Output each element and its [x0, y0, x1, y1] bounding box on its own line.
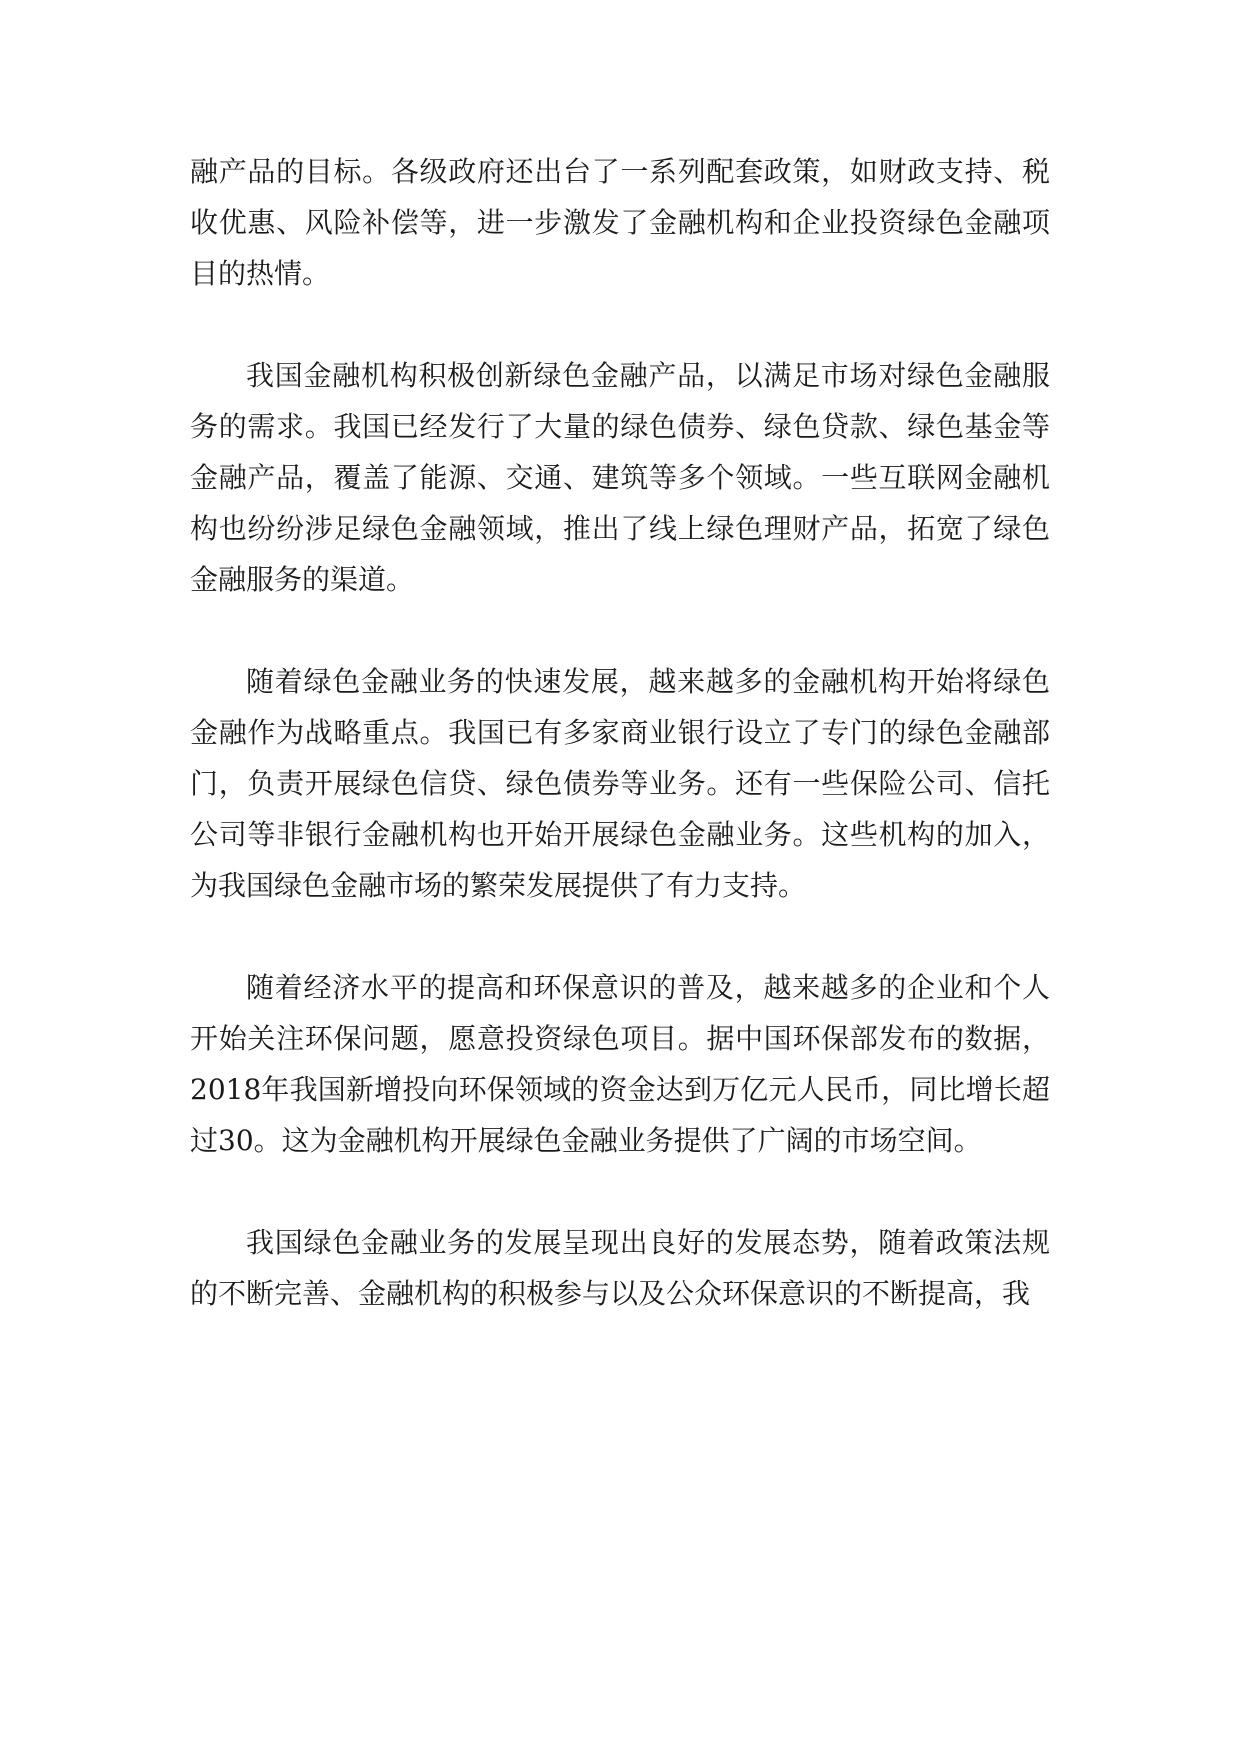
paragraph-continuation: 融产品的目标。各级政府还出台了一系列配套政策，如财政支持、税收优惠、风险补偿等，进一步激发了金融机构和企业投资绿色金融项目的热情。 — [190, 155, 1050, 290]
paragraph-institutions: 随着绿色金融业务的快速发展，越来越多的金融机构开始将绿色金融作为战略重点。我国已有多家商业银行设立了专门的绿色金融部门，负责开展绿色信贷、绿色债券等业务。还有一些保险公司、信托公司等非银行金融机构也开始开展绿色金融业务。这些机构的加入，为我国绿色金融市场的繁荣发展提供了有力支持。 — [190, 665, 1050, 902]
paragraph-outlook: 我国绿色金融业务的发展呈现出良好的发展态势，随着政策法规的不断完善、金融机构的积极参与以及公众环保意识的不断提高，我 — [190, 1226, 1050, 1310]
paragraph-investment: 随着经济水平的提高和环保意识的普及，越来越多的企业和个人开始关注环保问题，愿意投资绿色项目。据中国环保部发布的数据，2018年我国新增投向环保领域的资金达到万亿元人民币，同比增长超过30。这为金融机构开展绿色金融业务提供了广阔的市场空间。 — [190, 971, 1050, 1157]
paragraph-green-products: 我国金融机构积极创新绿色金融产品，以满足市场对绿色金融服务的需求。我国已经发行了大量的绿色债券、绿色贷款、绿色基金等金融产品，覆盖了能源、交通、建筑等多个领域。一些互联网金融机构也纷纷涉足绿色金融领域，推出了线上绿色理财产品，拓宽了绿色金融服务的渠道。 — [190, 359, 1050, 596]
document-body — [190, 146, 1050, 1319]
